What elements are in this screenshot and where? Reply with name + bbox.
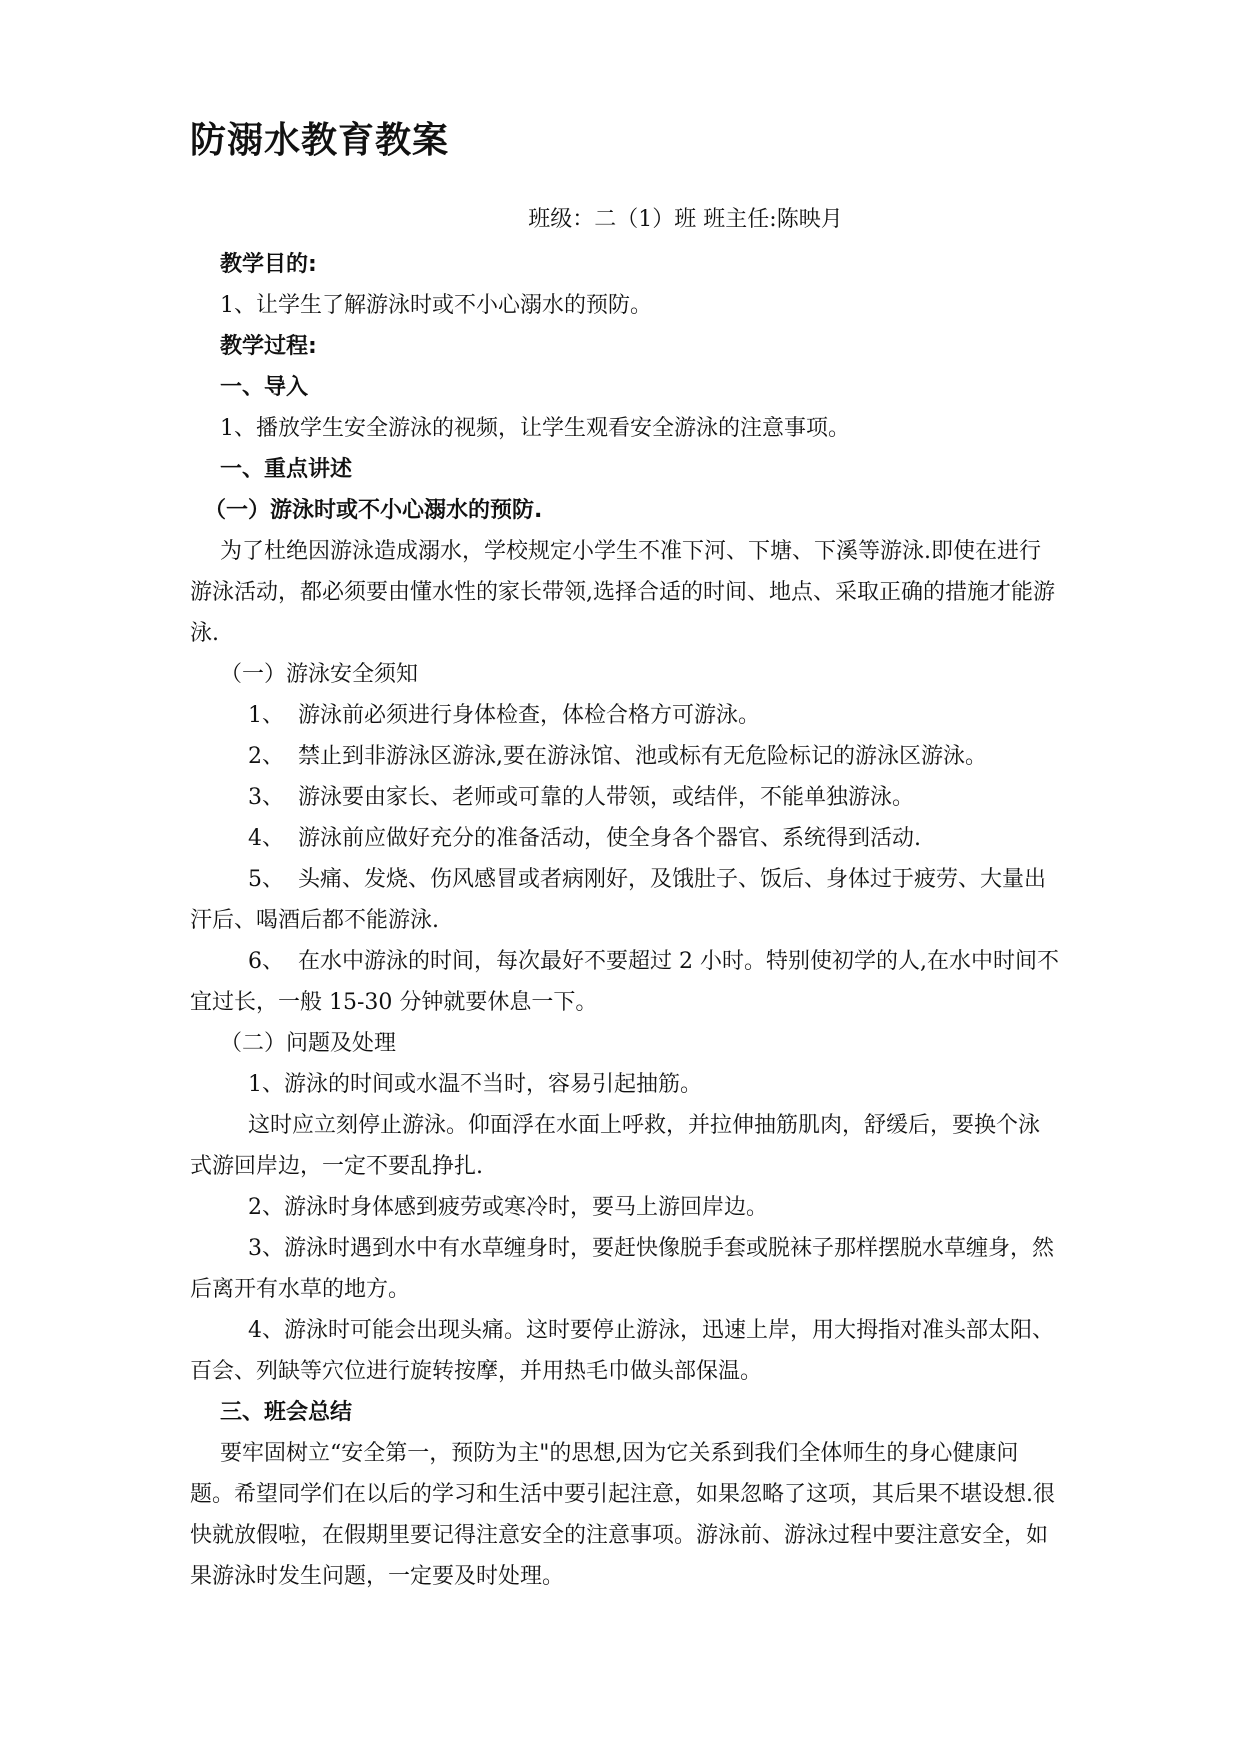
section-heading: 三、班会总结 xyxy=(220,1400,353,1425)
section-heading: 教学过程: xyxy=(220,334,317,359)
paragraph: 要牢固树立“安全第一，预防为主"的思想,因为它关系到我们全体师生的身心健康问题。希望同学们在以后的学习和生活中要引起注意，如果忽略了这项，其后果不堪设想.很快就放假啦，在假期里要记得注意安全的注意事项。游泳前、游泳过程中要注意安全，如果游泳时发生问题，一定要及时处理。 xyxy=(190,1441,1055,1589)
section-heading: 教学目的: xyxy=(220,252,317,277)
paragraph: 6、 在水中游泳的时间，每次最好不要超过 2 小时。特别使初学的人,在水中时间不宜过长，一般 15-30 分钟就要休息一下。 xyxy=(190,949,1059,1015)
paragraph: 2、 禁止到非游泳区游泳,要在游泳馆、池或标有无危险标记的游泳区游泳。 xyxy=(248,744,987,769)
paragraph: 2、游泳时身体感到疲劳或寒冷时，要马上游回岸边。 xyxy=(248,1195,768,1220)
paragraph: 3、 游泳要由家长、老师或可靠的人带领，或结伴，不能单独游泳。 xyxy=(248,785,914,810)
paragraph: 这时应立刻停止游泳。仰面浮在水面上呼救，并拉伸抽筋肌肉，舒缓后，要换个泳式游回岸边，一定不要乱挣扎. xyxy=(190,1113,1041,1179)
document-title: 防溺水教育教案 xyxy=(190,120,450,161)
paragraph: 为了杜绝因游泳造成溺水，学校规定小学生不准下河、下塘、下溪等游泳.即使在进行游泳活动，都必须要由懂水性的家长带领,选择合适的时间、地点、采取正确的措施才能游泳. xyxy=(190,539,1055,646)
paragraph: 5、 头痛、发烧、伤风感冒或者病刚好，及饿肚子、饭后、身体过于疲劳、大量出汗后、喝酒后都不能游泳. xyxy=(190,867,1046,933)
paragraph: 4、 游泳前应做好充分的准备活动，使全身各个器官、系统得到活动. xyxy=(248,826,921,851)
section-heading: （一）游泳时或不小心溺水的预防. xyxy=(204,498,543,523)
paragraph: 3、游泳时遇到水中有水草缠身时，要赶快像脱手套或脱袜子那样摆脱水草缠身，然后离开有水草的地方。 xyxy=(190,1236,1054,1302)
paragraph: 4、游泳时可能会出现头痛。这时要停止游泳，迅速上岸，用大拇指对准头部太阳、百会、列缺等穴位进行旋转按摩，并用热毛巾做头部保温。 xyxy=(190,1318,1054,1384)
section-heading: 一、导入 xyxy=(220,375,309,400)
lesson-plan-body xyxy=(190,244,1060,1597)
paragraph: 1、游泳的时间或水温不当时，容易引起抽筋。 xyxy=(248,1072,702,1097)
paragraph: 1、让学生了解游泳时或不小心溺水的预防。 xyxy=(220,293,652,318)
paragraph: （二）问题及处理 xyxy=(220,1031,397,1056)
class-info-line: 班级：二（1）班 班主任:陈映月 xyxy=(528,207,843,232)
paragraph: 1、 游泳前必须进行身体检查，体检合格方可游泳。 xyxy=(248,703,760,728)
section-heading: 一、重点讲述 xyxy=(220,457,353,482)
paragraph: 1、播放学生安全游泳的视频，让学生观看安全游泳的注意事项。 xyxy=(220,416,850,441)
paragraph: （一）游泳安全须知 xyxy=(220,662,419,687)
